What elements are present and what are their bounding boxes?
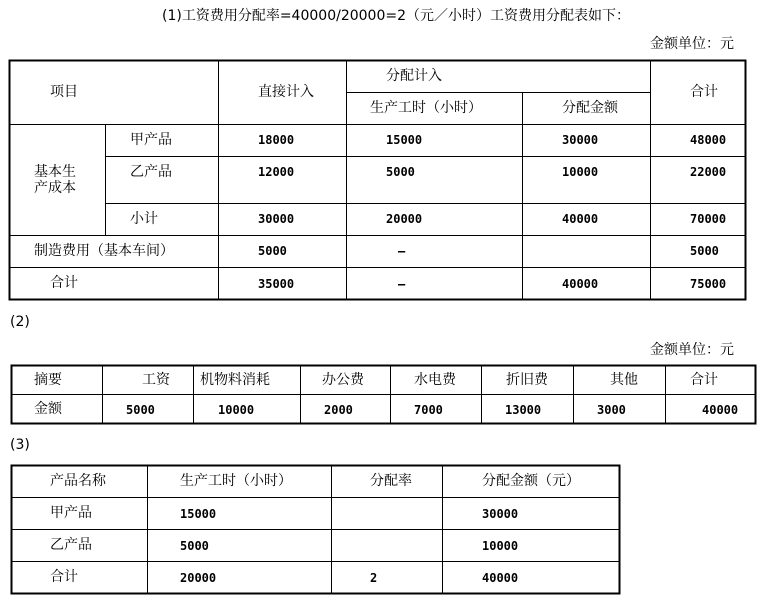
t2-header-total: 合计 [690,372,718,388]
t2-cell-utilities: 7000 [414,403,443,417]
t1-cell-total: 70000 [690,212,727,226]
t1-cell-direct: 30000 [258,212,295,226]
t1-header-total: 合计 [690,84,718,100]
t1-cell-amount: 40000 [562,212,599,226]
section-label-2: (2) [10,314,30,330]
t1-sum-total: 75000 [690,277,727,291]
t1-mfg-name: 制造费用（基本车间） [34,243,174,259]
t1-cell-direct: 12000 [258,165,295,179]
t1-sum-name: 合计 [50,275,78,291]
t2-cell-depreciation: 13000 [505,403,542,417]
intro-text: (1)工资费用分配率=40000/20000=2（元／小时）工资费用分配表如下： [162,8,630,24]
t3-cell-hours: 5000 [180,539,209,553]
t2-header-materials: 机物料消耗 [200,372,270,388]
t1-cell-total: 48000 [690,133,727,147]
t2-cell-office: 2000 [324,403,353,417]
t3-row-name: 乙产品 [50,537,92,553]
t2-header-office: 办公费 [322,372,364,388]
t1-cell-hours: 15000 [386,133,423,147]
t1-cell-direct: 18000 [258,133,295,147]
t1-sum-amount: 40000 [562,277,599,291]
t3-cell-hours: 20000 [180,571,217,585]
t1-cell-total: 22000 [690,165,727,179]
t1-header-item: 项目 [50,84,78,100]
t2-header-utilities: 水电费 [414,372,456,388]
t2-header-wages: 工资 [142,372,170,388]
t1-row-name: 甲产品 [130,132,172,148]
t3-row-name: 甲产品 [50,505,92,521]
unit-label-1: 金额单位：元 [650,36,734,52]
t1-row-name: 小计 [130,211,158,227]
t3-cell-amount: 30000 [482,507,519,521]
t1-header-alloc: 分配计入 [386,68,442,84]
t2-cell-total: 40000 [702,403,739,417]
t1-group-label-line2: 产成本 [34,180,76,196]
t3-header-product: 产品名称 [50,473,106,489]
t2-header-other: 其他 [610,372,638,388]
t1-sum-direct: 35000 [258,277,295,291]
t1-header-direct: 直接计入 [258,84,314,100]
t3-cell-hours: 15000 [180,507,217,521]
t1-cell-amount: 30000 [562,133,599,147]
t1-cell-hours: 20000 [386,212,423,226]
t1-group-label-line1: 基本生 [34,164,76,180]
t1-mfg-direct: 5000 [258,244,287,258]
t1-header-hours: 生产工时（小时） [370,100,482,116]
t1-header-amount: 分配金额 [562,100,618,116]
t1-row-name: 乙产品 [130,164,172,180]
t2-cell-materials: 10000 [218,403,255,417]
t2-header-summary: 摘要 [34,372,62,388]
t1-cell-amount: 10000 [562,165,599,179]
t3-row-name: 合计 [50,569,78,585]
t3-cell-amount: 40000 [482,571,519,585]
t3-header-amount: 分配金额（元） [482,473,580,489]
t1-mfg-total: 5000 [690,244,719,258]
unit-label-2: 金额单位：元 [650,342,734,358]
t1-mfg-hours: – [398,244,406,258]
t3-header-hours: 生产工时（小时） [180,473,292,489]
t2-header-depreciation: 折旧费 [506,372,548,388]
t2-row-label: 金额 [34,401,62,417]
t2-cell-wages: 5000 [126,403,155,417]
t3-header-rate: 分配率 [370,473,412,489]
t3-cell-amount: 10000 [482,539,519,553]
t3-cell-rate: 2 [370,571,378,585]
t1-sum-hours: – [398,277,406,291]
section-label-3: (3) [10,437,30,453]
t2-cell-other: 3000 [597,403,626,417]
t1-cell-hours: 5000 [386,165,415,179]
